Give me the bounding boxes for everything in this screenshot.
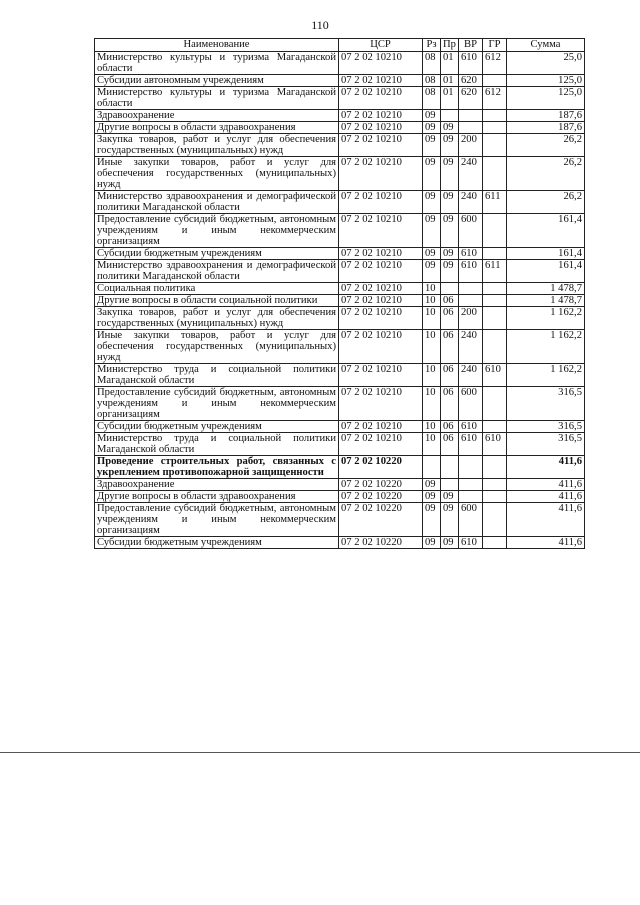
row-rz: 09 <box>423 491 441 503</box>
row-pr: 09 <box>441 248 459 260</box>
row-vr: 600 <box>459 503 483 537</box>
row-rz: 09 <box>423 157 441 191</box>
row-sum: 411,6 <box>507 456 585 479</box>
row-pr: 09 <box>441 214 459 248</box>
row-gr <box>483 122 507 134</box>
row-vr: 240 <box>459 330 483 364</box>
table-row <box>95 421 585 433</box>
row-gr <box>483 421 507 433</box>
table-row <box>95 491 585 503</box>
row-csr: 07 2 02 10220 <box>339 456 423 479</box>
table-row <box>95 479 585 491</box>
table-row <box>95 307 585 330</box>
row-name: Проведение строительных работ, связанных с укреплением противопожарной защищенности <box>95 456 339 479</box>
row-rz: 09 <box>423 134 441 157</box>
row-gr <box>483 330 507 364</box>
row-sum: 316,5 <box>507 433 585 456</box>
row-sum: 26,2 <box>507 134 585 157</box>
row-sum: 411,6 <box>507 479 585 491</box>
row-name: Другие вопросы в области здравоохранения <box>95 122 339 134</box>
row-rz: 10 <box>423 283 441 295</box>
row-name: Министерство труда и социальной политики Магаданской области <box>95 433 339 456</box>
row-pr: 01 <box>441 52 459 75</box>
row-name: Другие вопросы в области здравоохранения <box>95 491 339 503</box>
table-header-row <box>95 39 585 52</box>
row-sum: 125,0 <box>507 87 585 110</box>
row-pr: 06 <box>441 295 459 307</box>
row-pr: 09 <box>441 537 459 549</box>
row-name: Субсидии бюджетным учреждениям <box>95 537 339 549</box>
table-row <box>95 295 585 307</box>
row-csr: 07 2 02 10210 <box>339 260 423 283</box>
table-row <box>95 87 585 110</box>
row-gr: 610 <box>483 364 507 387</box>
row-rz: 09 <box>423 537 441 549</box>
row-sum: 1 478,7 <box>507 283 585 295</box>
table-row <box>95 260 585 283</box>
row-rz: 09 <box>423 248 441 260</box>
row-pr: 09 <box>441 157 459 191</box>
row-vr <box>459 456 483 479</box>
row-name: Субсидии автономным учреждениям <box>95 75 339 87</box>
row-rz: 08 <box>423 75 441 87</box>
row-gr <box>483 157 507 191</box>
row-csr: 07 2 02 10210 <box>339 214 423 248</box>
row-vr <box>459 110 483 122</box>
row-csr: 07 2 02 10210 <box>339 330 423 364</box>
row-rz: 08 <box>423 52 441 75</box>
row-sum: 26,2 <box>507 157 585 191</box>
row-gr <box>483 134 507 157</box>
row-gr <box>483 387 507 421</box>
row-vr: 610 <box>459 433 483 456</box>
row-pr: 06 <box>441 433 459 456</box>
row-vr: 200 <box>459 307 483 330</box>
row-gr <box>483 307 507 330</box>
row-name: Здравоохранение <box>95 110 339 122</box>
row-pr <box>441 283 459 295</box>
row-rz: 10 <box>423 307 441 330</box>
row-rz: 09 <box>423 503 441 537</box>
budget-table <box>94 38 585 549</box>
row-gr: 612 <box>483 87 507 110</box>
row-csr: 07 2 02 10220 <box>339 491 423 503</box>
row-csr: 07 2 02 10210 <box>339 295 423 307</box>
table-row <box>95 248 585 260</box>
row-name: Субсидии бюджетным учреждениям <box>95 421 339 433</box>
row-csr: 07 2 02 10210 <box>339 110 423 122</box>
row-name: Иные закупки товаров, работ и услуг для обеспечения государственных (муниципальных) нужд <box>95 157 339 191</box>
row-sum: 161,4 <box>507 248 585 260</box>
table-row <box>95 122 585 134</box>
row-rz: 10 <box>423 364 441 387</box>
row-csr: 07 2 02 10210 <box>339 134 423 157</box>
row-csr: 07 2 02 10210 <box>339 122 423 134</box>
row-pr <box>441 456 459 479</box>
row-csr: 07 2 02 10220 <box>339 503 423 537</box>
row-pr <box>441 479 459 491</box>
row-gr <box>483 479 507 491</box>
row-vr <box>459 295 483 307</box>
row-gr <box>483 537 507 549</box>
row-gr: 610 <box>483 433 507 456</box>
row-csr: 07 2 02 10210 <box>339 87 423 110</box>
page-number: 110 <box>311 18 329 32</box>
row-sum: 161,4 <box>507 214 585 248</box>
row-name: Другие вопросы в области социальной политики <box>95 295 339 307</box>
row-vr <box>459 283 483 295</box>
row-vr: 610 <box>459 52 483 75</box>
header-pr: Пр <box>441 39 459 52</box>
row-csr: 07 2 02 10220 <box>339 479 423 491</box>
row-csr: 07 2 02 10210 <box>339 307 423 330</box>
row-name: Субсидии бюджетным учреждениям <box>95 248 339 260</box>
row-sum: 1 162,2 <box>507 330 585 364</box>
table-row <box>95 537 585 549</box>
table-row <box>95 134 585 157</box>
row-pr: 09 <box>441 503 459 537</box>
row-gr <box>483 295 507 307</box>
row-sum: 316,5 <box>507 387 585 421</box>
row-pr: 06 <box>441 421 459 433</box>
row-vr: 620 <box>459 87 483 110</box>
row-pr: 09 <box>441 491 459 503</box>
row-rz: 10 <box>423 387 441 421</box>
row-gr <box>483 503 507 537</box>
row-vr <box>459 122 483 134</box>
table-body <box>95 52 585 549</box>
row-csr: 07 2 02 10220 <box>339 537 423 549</box>
row-vr: 200 <box>459 134 483 157</box>
table-row <box>95 364 585 387</box>
row-name: Здравоохранение <box>95 479 339 491</box>
row-name: Предоставление субсидий бюджетным, автономным учреждениям и иным некоммерческим организациям <box>95 503 339 537</box>
row-pr: 06 <box>441 387 459 421</box>
row-gr <box>483 214 507 248</box>
row-gr <box>483 110 507 122</box>
row-rz: 10 <box>423 421 441 433</box>
row-gr: 611 <box>483 260 507 283</box>
row-sum: 125,0 <box>507 75 585 87</box>
header-name: Наименование <box>95 39 339 52</box>
row-csr: 07 2 02 10210 <box>339 191 423 214</box>
row-csr: 07 2 02 10210 <box>339 421 423 433</box>
row-sum: 26,2 <box>507 191 585 214</box>
row-name: Предоставление субсидий бюджетным, автономным учреждениям и иным некоммерческим организациям <box>95 214 339 248</box>
row-sum: 411,6 <box>507 503 585 537</box>
table-row <box>95 214 585 248</box>
row-sum: 1 162,2 <box>507 364 585 387</box>
row-rz: 09 <box>423 479 441 491</box>
row-sum: 316,5 <box>507 421 585 433</box>
row-name: Предоставление субсидий бюджетным, автономным учреждениям и иным некоммерческим организациям <box>95 387 339 421</box>
row-vr <box>459 479 483 491</box>
row-sum: 25,0 <box>507 52 585 75</box>
row-vr: 240 <box>459 364 483 387</box>
row-pr: 01 <box>441 75 459 87</box>
row-gr <box>483 283 507 295</box>
row-sum: 1 478,7 <box>507 295 585 307</box>
row-pr: 06 <box>441 330 459 364</box>
row-gr: 611 <box>483 191 507 214</box>
table-row <box>95 433 585 456</box>
row-vr: 610 <box>459 421 483 433</box>
header-vr: ВР <box>459 39 483 52</box>
row-gr <box>483 75 507 87</box>
row-name: Министерство здравоохранения и демографической политики Магаданской области <box>95 260 339 283</box>
row-vr: 600 <box>459 214 483 248</box>
row-pr: 09 <box>441 191 459 214</box>
row-gr: 612 <box>483 52 507 75</box>
row-pr <box>441 110 459 122</box>
bottom-divider <box>0 752 640 753</box>
row-name: Иные закупки товаров, работ и услуг для обеспечения государственных (муниципальных) нужд <box>95 330 339 364</box>
table-row <box>95 456 585 479</box>
row-pr: 09 <box>441 122 459 134</box>
row-csr: 07 2 02 10210 <box>339 52 423 75</box>
row-pr: 06 <box>441 307 459 330</box>
table-row <box>95 75 585 87</box>
row-csr: 07 2 02 10210 <box>339 387 423 421</box>
row-csr: 07 2 02 10210 <box>339 157 423 191</box>
row-sum: 1 162,2 <box>507 307 585 330</box>
row-name: Министерство культуры и туризма Магаданской области <box>95 87 339 110</box>
table-row <box>95 330 585 364</box>
row-sum: 161,4 <box>507 260 585 283</box>
row-rz: 09 <box>423 110 441 122</box>
table-row <box>95 157 585 191</box>
row-name: Министерство здравоохранения и демографической политики Магаданской области <box>95 191 339 214</box>
row-csr: 07 2 02 10210 <box>339 248 423 260</box>
row-name: Министерство труда и социальной политики Магаданской области <box>95 364 339 387</box>
row-pr: 06 <box>441 364 459 387</box>
row-sum: 411,6 <box>507 537 585 549</box>
row-csr: 07 2 02 10210 <box>339 433 423 456</box>
table-row <box>95 52 585 75</box>
row-rz: 08 <box>423 87 441 110</box>
row-vr <box>459 491 483 503</box>
table-row <box>95 387 585 421</box>
table-row <box>95 110 585 122</box>
row-vr: 600 <box>459 387 483 421</box>
row-vr: 620 <box>459 75 483 87</box>
row-rz: 09 <box>423 260 441 283</box>
row-gr <box>483 456 507 479</box>
row-name: Закупка товаров, работ и услуг для обеспечения государственных (муниципальных) нужд <box>95 134 339 157</box>
row-pr: 01 <box>441 87 459 110</box>
row-csr: 07 2 02 10210 <box>339 75 423 87</box>
row-csr: 07 2 02 10210 <box>339 364 423 387</box>
row-rz: 09 <box>423 122 441 134</box>
row-rz: 09 <box>423 214 441 248</box>
row-name: Социальная политика <box>95 283 339 295</box>
row-rz: 09 <box>423 191 441 214</box>
header-csr: ЦСР <box>339 39 423 52</box>
table-row <box>95 283 585 295</box>
row-name: Закупка товаров, работ и услуг для обеспечения государственных (муниципальных) нужд <box>95 307 339 330</box>
row-gr <box>483 248 507 260</box>
row-sum: 411,6 <box>507 491 585 503</box>
row-pr: 09 <box>441 134 459 157</box>
header-sum: Сумма <box>507 39 585 52</box>
row-vr: 610 <box>459 248 483 260</box>
row-vr: 610 <box>459 537 483 549</box>
row-vr: 240 <box>459 191 483 214</box>
header-rz: Рз <box>423 39 441 52</box>
row-csr: 07 2 02 10210 <box>339 283 423 295</box>
row-name: Министерство культуры и туризма Магаданской области <box>95 52 339 75</box>
row-sum: 187,6 <box>507 110 585 122</box>
table-row <box>95 503 585 537</box>
row-gr <box>483 491 507 503</box>
header-gr: ГР <box>483 39 507 52</box>
row-vr: 610 <box>459 260 483 283</box>
row-rz: 10 <box>423 330 441 364</box>
row-vr: 240 <box>459 157 483 191</box>
table-row <box>95 191 585 214</box>
row-rz: 10 <box>423 295 441 307</box>
row-sum: 187,6 <box>507 122 585 134</box>
row-rz: 10 <box>423 433 441 456</box>
row-rz <box>423 456 441 479</box>
row-pr: 09 <box>441 260 459 283</box>
